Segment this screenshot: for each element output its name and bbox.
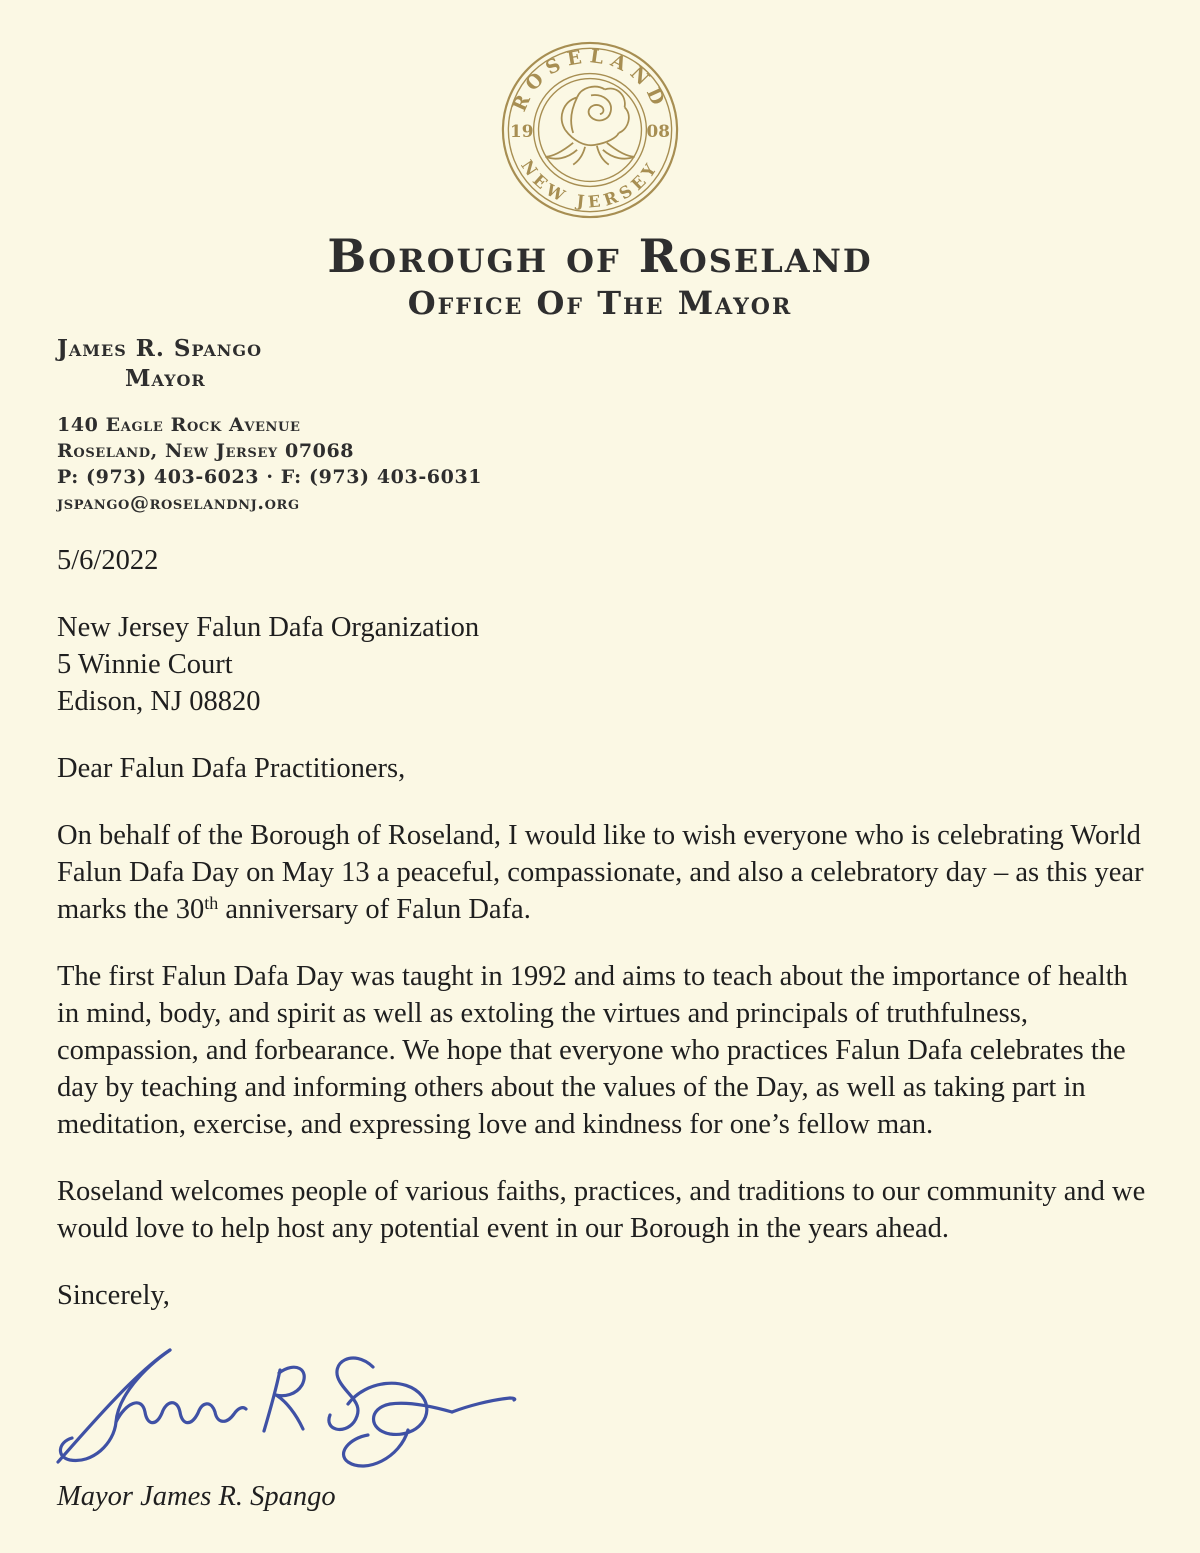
paragraph-line: in mind, body, and spirit as well as extoling the virtues and principals of truthfulness, bbox=[57, 998, 1028, 1029]
sender-email: jspango@roselandnj.org bbox=[57, 492, 300, 514]
sender-address-line2: Roseland, New Jersey 07068 bbox=[57, 440, 355, 462]
paragraph-text: anniversary of Falun Dafa. bbox=[218, 894, 531, 925]
ordinal-superscript: th bbox=[204, 893, 219, 913]
seal-top-text: ROSELAND bbox=[508, 45, 672, 115]
seal-bottom-text: NEW JERSEY bbox=[517, 156, 663, 212]
sender-block bbox=[57, 334, 482, 516]
sender-contact bbox=[57, 412, 482, 516]
paragraph-line: Roseland welcomes people of various faiths, practices, and traditions to our community and we bbox=[57, 1176, 1146, 1207]
signoff: Mayor James R. Spango bbox=[57, 1481, 336, 1512]
signature bbox=[43, 1338, 1137, 1476]
paragraph-line: Falun Dafa Day on May 13 a peaceful, compassionate, and also a celebratory day – as this year bbox=[57, 857, 1144, 888]
paragraph-3 bbox=[57, 1173, 1146, 1247]
borough-seal-icon bbox=[496, 36, 684, 224]
sender-address-line1: 140 Eagle Rock Avenue bbox=[57, 414, 301, 436]
signature-image bbox=[43, 1338, 523, 1476]
paragraph-line: compassion, and forbearance. We hope that everyone who practices Falun Dafa celebrates the bbox=[57, 1035, 1126, 1066]
closing: Sincerely, bbox=[57, 1280, 170, 1311]
svg-text:ROSELAND bbox=[509, 45, 672, 115]
rose-icon bbox=[545, 87, 634, 165]
svg-text:NEW JERSEY bbox=[517, 157, 663, 212]
recipient-line: 5 Winnie Court bbox=[57, 649, 233, 680]
paragraph-line: meditation, exercise, and expressing love and kindness for one’s fellow man. bbox=[57, 1109, 934, 1140]
paragraph-1 bbox=[57, 817, 1144, 928]
office-title: Office Of The Mayor bbox=[407, 284, 793, 322]
seal-year-right: 08 bbox=[646, 120, 670, 141]
masthead bbox=[0, 230, 1200, 323]
seal-year-left: 19 bbox=[510, 120, 534, 141]
paragraph-line: The first Falun Dafa Day was taught in 1992 and aims to teach about the importance of health bbox=[57, 961, 1128, 992]
org-title: Borough of Roseland bbox=[327, 229, 873, 283]
sender-name: James R. Spango bbox=[57, 335, 263, 362]
letter-date: 5/6/2022 bbox=[57, 545, 159, 576]
paragraph-line bbox=[57, 891, 1137, 928]
paragraph-2 bbox=[57, 958, 1137, 1143]
letter-body bbox=[57, 542, 1146, 1515]
sender-phone-fax: P: (973) 403-6023 · F: (973) 403-6031 bbox=[57, 466, 483, 488]
recipient-line: Edison, NJ 08820 bbox=[57, 686, 261, 717]
paragraph-line: On behalf of the Borough of Roseland, I would like to wish everyone who is celebrating World bbox=[57, 820, 1141, 851]
greeting: Dear Falun Dafa Practitioners, bbox=[57, 753, 406, 784]
sender-title: Mayor bbox=[125, 365, 206, 392]
paragraph-text: marks the 30 bbox=[57, 894, 205, 925]
recipient-block bbox=[57, 609, 1137, 720]
paragraph-line: would love to help host any potential event in our Borough in the years ahead. bbox=[57, 1213, 950, 1244]
paragraph-line: day by teaching and informing others about the values of the Day, as well as taking part in bbox=[57, 1072, 1086, 1103]
recipient-line: New Jersey Falun Dafa Organization bbox=[57, 612, 480, 643]
